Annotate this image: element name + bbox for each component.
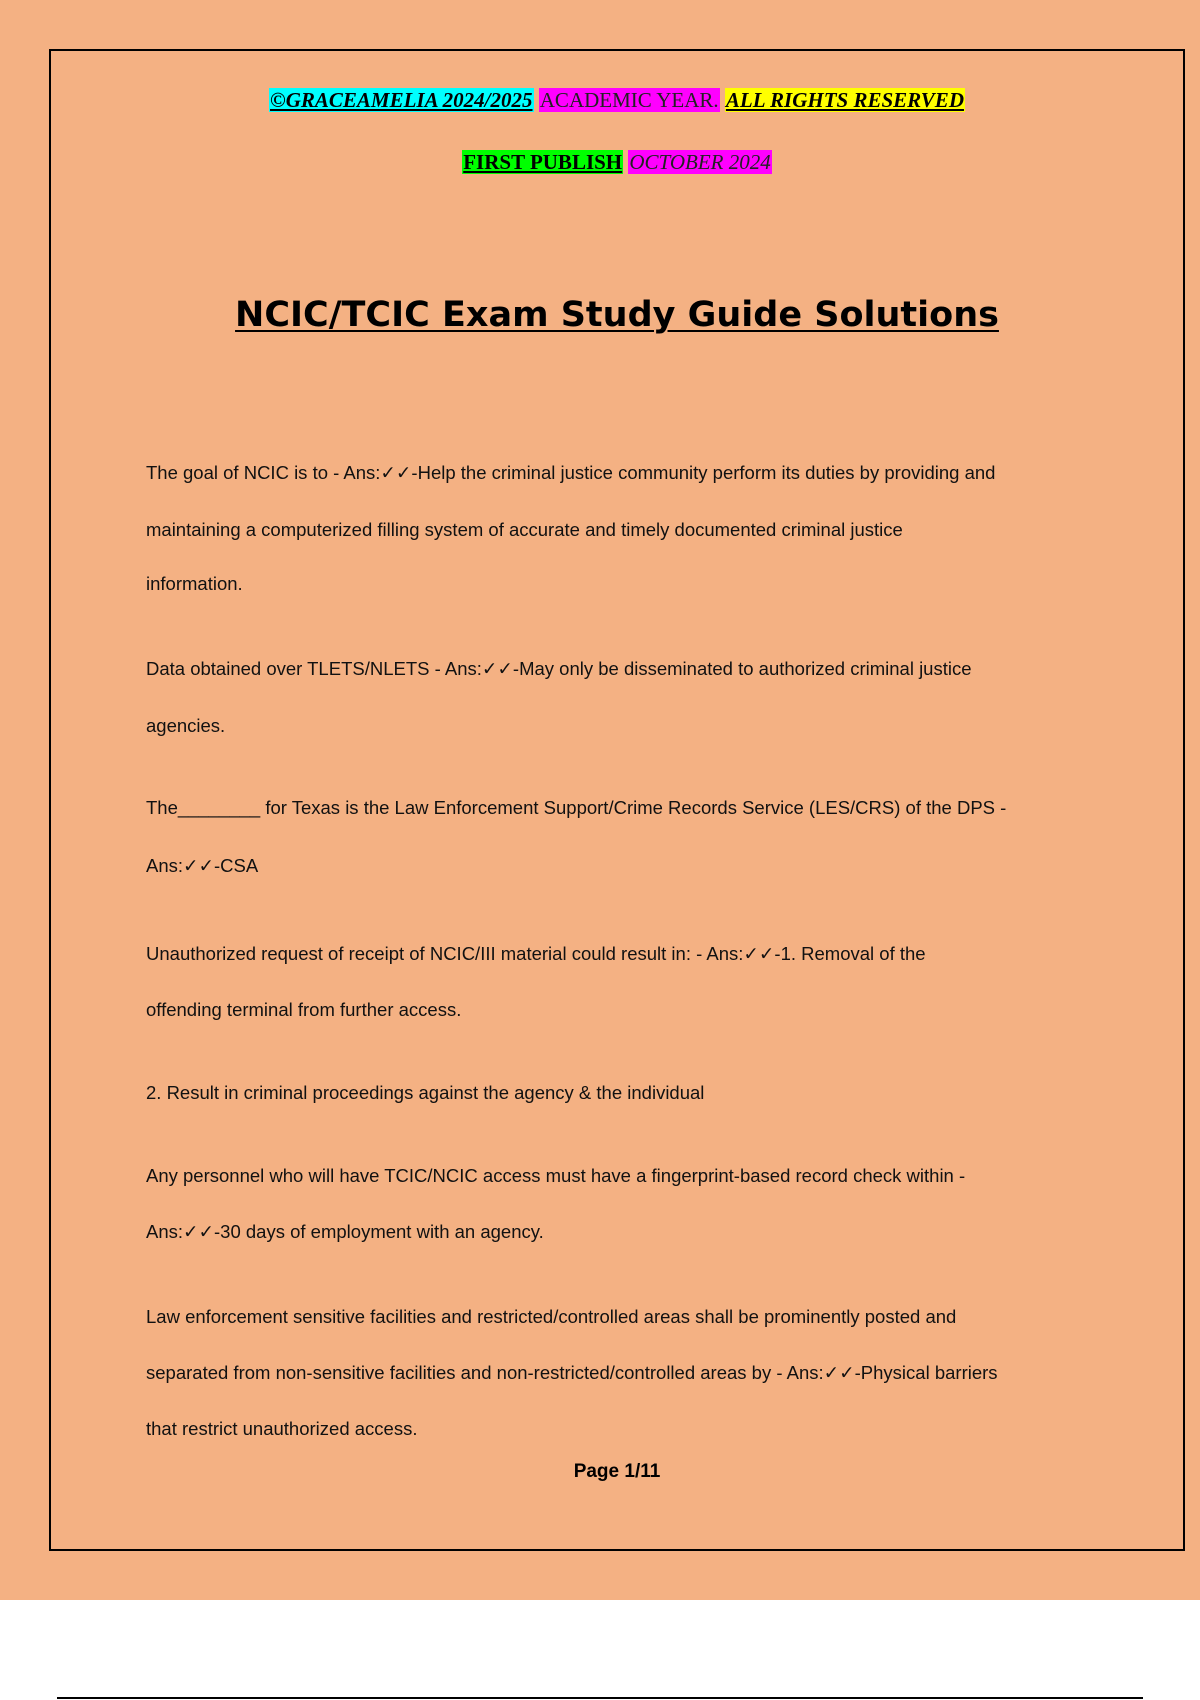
publish-header	[51, 149, 1183, 175]
page-number: Page 1/11	[573, 1461, 661, 1482]
body-text-line: 2. Result in criminal proceedings against the agency & the individual	[146, 1082, 705, 1103]
document-title: NCIC/TCIC Exam Study Guide Solutions	[235, 295, 999, 335]
body-text-line: Ans:✓✓-CSA	[146, 855, 259, 876]
body-text-line: Data obtained over TLETS/NLETS - Ans:✓✓-May only be disseminated to authorized criminal justice	[146, 658, 972, 679]
body-text-line: Law enforcement sensitive facilities and restricted/controlled areas shall be prominently posted and	[146, 1306, 957, 1327]
body-text-line: maintaining a computerized filling system of accurate and timely documented criminal justice	[146, 519, 903, 540]
body-text-line: offending terminal from further access.	[146, 999, 462, 1020]
publish-date-text: OCTOBER 2024	[629, 150, 771, 174]
body-text-line: Any personnel who will have TCIC/NCIC access must have a fingerprint-based record check within -	[146, 1165, 966, 1186]
first-publish-text: FIRST PUBLISH	[463, 150, 623, 174]
body-text-line: separated from non-sensitive facilities and non-restricted/controlled areas by - Ans:✓✓-Physical barriers	[146, 1362, 998, 1383]
body-text-line: agencies.	[146, 715, 226, 736]
body-text-line: Ans:✓✓-30 days of employment with an agency.	[146, 1221, 544, 1242]
body-text-line: Unauthorized request of receipt of NCIC/III material could result in: - Ans:✓✓-1. Removal of the	[146, 943, 926, 964]
body-text-line: that restrict unauthorized access.	[146, 1418, 418, 1439]
academic-year-text: ACADEMIC YEAR.	[539, 88, 719, 112]
bottom-divider	[57, 1697, 1143, 1699]
rights-reserved-text: ALL RIGHTS RESERVED	[725, 88, 964, 112]
copyright-text: ©GRACEAMELIA 2024/2025	[270, 88, 533, 112]
body-text-line: The goal of NCIC is to - Ans:✓✓-Help the criminal justice community perform its duties by providing and	[146, 462, 996, 483]
page-border-frame	[49, 49, 1185, 1551]
body-text-line: The________ for Texas is the Law Enforcement Support/Crime Records Service (LES/CRS) of the DPS -	[146, 797, 1007, 818]
body-text-line: information.	[146, 573, 243, 594]
copyright-header	[51, 87, 1183, 113]
